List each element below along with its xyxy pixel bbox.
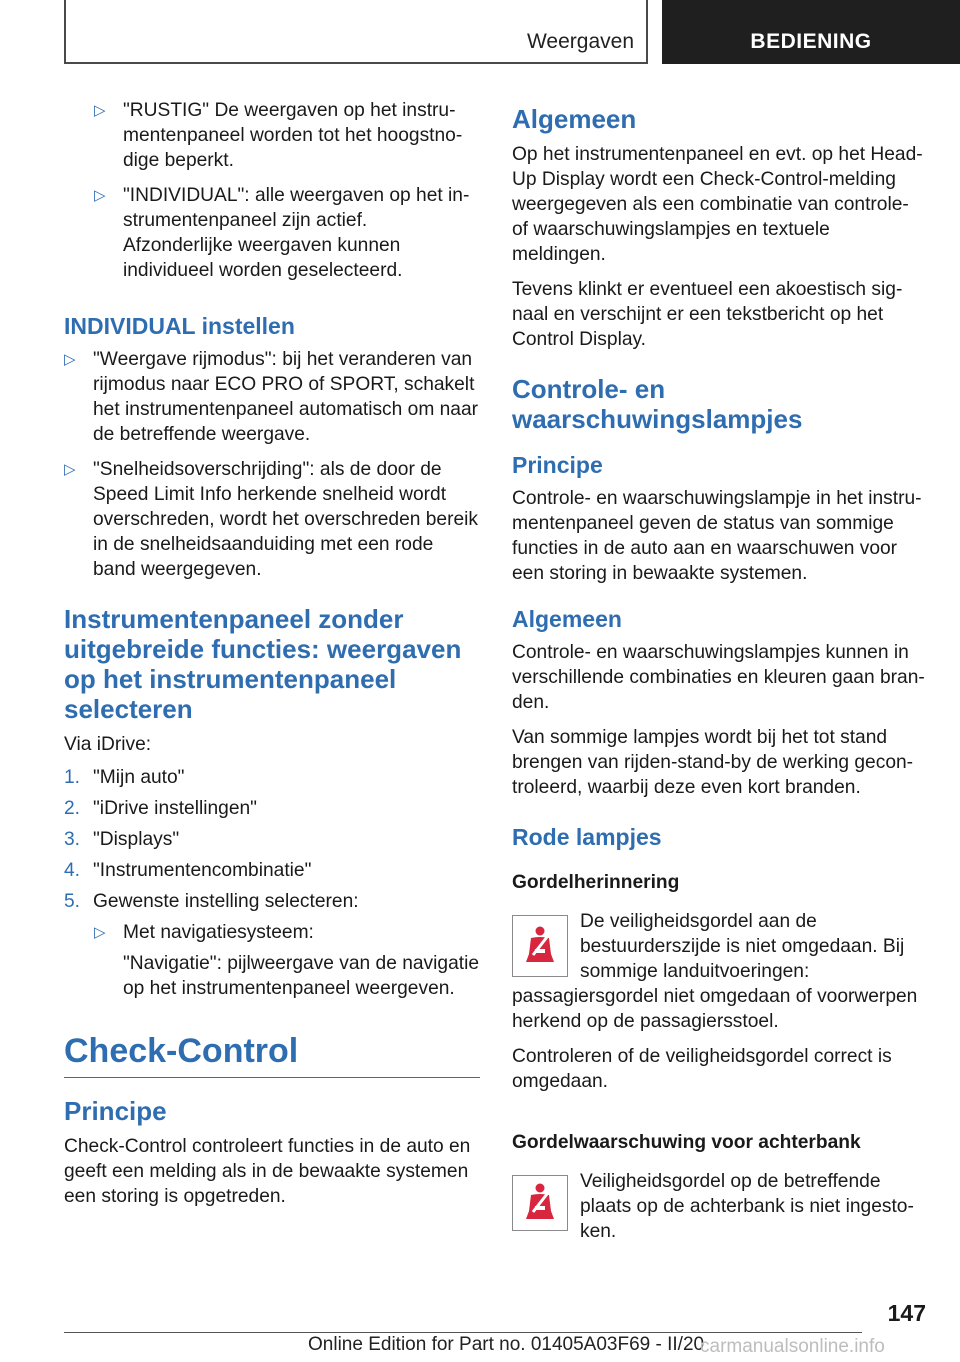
header-right-rule xyxy=(646,0,648,64)
step-number: 5. xyxy=(64,891,81,912)
gordel-text: De veiligheidsgordel aan de bestuurderszijde is niet omgedaan. Bij sommige landuitvoeringen: passagiersgordel niet omgedaan of voorwerpen herkend op de passagiersstoel. xyxy=(512,911,918,1032)
list-item xyxy=(64,183,480,283)
step-item xyxy=(64,827,480,852)
header-left-rule xyxy=(64,0,66,64)
step-number: 3. xyxy=(64,829,81,850)
gordel-block xyxy=(512,909,928,1034)
step-item xyxy=(64,889,480,914)
via-text: Via iDrive: xyxy=(64,734,152,755)
step-item xyxy=(64,858,480,883)
step-number: 2. xyxy=(64,798,81,819)
step-text: "iDrive instellingen" xyxy=(93,798,257,819)
header-chapter-label: BEDIENING xyxy=(750,30,872,53)
list-item-text: "INDIVIDUAL": alle weergaven op het instrumentenpaneel zijn actief. Afzonderlijke weergaven kunnen individueel worden geselecteerd. xyxy=(123,185,470,281)
header-section-title: Weergaven xyxy=(526,30,634,53)
list-item xyxy=(64,920,480,945)
page-number: 147 xyxy=(887,1300,926,1326)
triangle-bullet-icon: ▷ xyxy=(64,351,76,368)
subheading-gordelherinnering: Gordelherinnering xyxy=(512,872,680,893)
chapter-rule xyxy=(64,1077,480,1078)
step-number: 1. xyxy=(64,767,81,788)
step-text: "Displays" xyxy=(93,829,180,850)
subheading-achterbank: Gordelwaarschuwing voor achterbank xyxy=(512,1132,861,1153)
section-heading-algemeen2: Algemeen xyxy=(512,606,622,632)
watermark: carmanualsonline.info xyxy=(700,1336,885,1357)
section-heading-lampjes: Controle- en waarschuwingslampjes xyxy=(512,374,803,434)
list-item-text: "Snelheidsoverschrijding": als de door de Speed Limit Info herkende snelheid wordt overschreden, wordt het overschreden bereik in de snelheidsaanduiding met een rode band weergegeven. xyxy=(93,459,479,580)
chapter-title-check-control: Check-Control xyxy=(64,1032,299,1070)
list-item-text: "RUSTIG" De weergaven op het instrumentenpaneel worden tot het hoogstnodige beperkt. xyxy=(123,100,463,171)
list-item xyxy=(64,347,480,447)
section-heading-principe: Principe xyxy=(64,1096,167,1126)
algemeen2-paragraph: Van sommige lampjes wordt bij het tot stand brengen van rijden-stand-by de werking gecontroleerd, waarbij deze even kort branden. xyxy=(512,727,914,798)
section-heading-rode-lampjes: Rode lampjes xyxy=(512,824,662,850)
triangle-bullet-icon: ▷ xyxy=(94,102,106,119)
section-heading-panel: Instrumentenpaneel zonder uitgebreide functies: weergaven op het instrumentenpaneel selecteren xyxy=(64,604,462,724)
list-item-text: Met navigatiesysteem: xyxy=(123,922,314,943)
header-chapter-tab[interactable] xyxy=(662,0,960,64)
step-text: "Instrumentencombinatie" xyxy=(93,860,312,881)
list-item xyxy=(64,457,480,582)
gordel-advice: Controleren of de veiligheidsgordel correct is omgedaan. xyxy=(512,1046,892,1092)
header-bottom-rule xyxy=(64,62,648,64)
section-heading-individual: INDIVIDUAL instellen xyxy=(64,313,295,339)
algemeen-paragraph: Op het instrumentenpaneel en evt. op het Head-Up Display wordt een Check-Control-melding weergegeven als een combinatie van controle- of waarschuwingslampjes en textuele meldingen. xyxy=(512,144,923,265)
triangle-bullet-icon: ▷ xyxy=(94,924,106,941)
principe-right-text: Controle- en waarschuwingslampje in het instrumentenpaneel geven de status van sommige functies in de auto aan en waarschuwen voor een storing in bewaakte systemen. xyxy=(512,488,922,584)
step-text: "Mijn auto" xyxy=(93,767,185,788)
list-item xyxy=(64,98,480,173)
algemeen2-paragraph: Controle- en waarschuwingslampjes kunnen in verschillende combinaties en kleuren gaan branden. xyxy=(512,642,925,713)
left-column xyxy=(64,98,480,1209)
right-column xyxy=(512,98,928,1244)
achterbank-block xyxy=(512,1169,928,1244)
rear-seatbelt-warning-icon xyxy=(512,1175,568,1231)
step-item xyxy=(64,765,480,790)
section-heading-principe-right: Principe xyxy=(512,452,603,478)
section-heading-algemeen: Algemeen xyxy=(512,104,637,134)
seatbelt-warning-icon xyxy=(512,915,568,977)
algemeen-paragraph: Tevens klinkt er eventueel een akoestisch signaal en verschijnt er een tekstbericht op het Control Display. xyxy=(512,279,903,350)
triangle-bullet-icon: ▷ xyxy=(94,187,106,204)
achterbank-text: Veiligheidsgordel op de betreffende plaats op de achterbank is niet ingestoken. xyxy=(580,1171,914,1242)
footer-rule xyxy=(64,1332,862,1333)
list-item-text: "Weergave rijmodus": bij het veranderen van rijmodus naar ECO PRO of SPORT, schakelt het instrumentenpaneel automatisch om naar de betreffende weergave. xyxy=(93,349,479,445)
step-item xyxy=(64,796,480,821)
sub-text: "Navigatie": pijlweergave van de navigatie op het instrumentenpaneel weergeven. xyxy=(123,953,480,999)
principe-text: Check-Control controleert functies in de auto en geeft een melding als in de bewaakte systemen een storing is opgetreden. xyxy=(64,1136,471,1207)
footer-edition: Online Edition for Part no. 01405A03F69 - II/20 xyxy=(308,1334,705,1355)
triangle-bullet-icon: ▷ xyxy=(64,461,76,478)
step-text: Gewenste instelling selecteren: xyxy=(93,891,359,912)
step-number: 4. xyxy=(64,860,81,881)
